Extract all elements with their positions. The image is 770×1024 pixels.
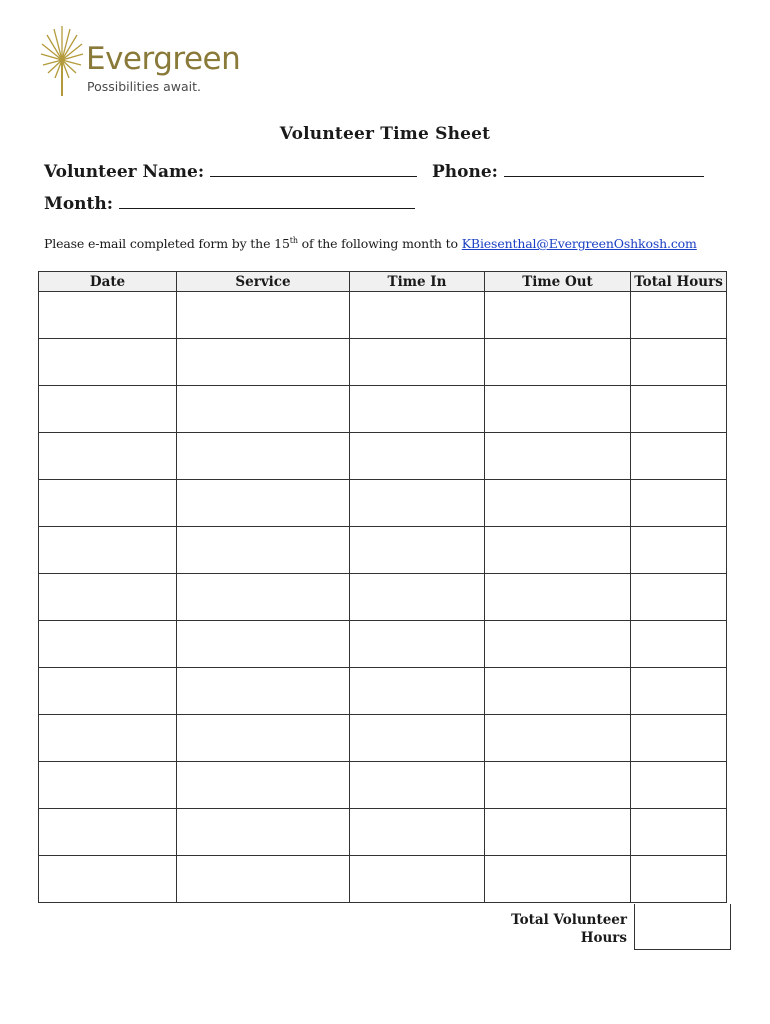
table-row (39, 339, 727, 386)
month-label: Month: (44, 194, 114, 214)
cell-service[interactable] (177, 856, 350, 903)
cell-date[interactable] (39, 574, 177, 621)
cell-time-out[interactable] (485, 668, 631, 715)
table-row (39, 574, 727, 621)
cell-time-in[interactable] (350, 527, 485, 574)
column-header-total-hours: Total Hours (631, 272, 727, 292)
cell-time-out[interactable] (485, 386, 631, 433)
cell-time-out[interactable] (485, 762, 631, 809)
cell-time-in[interactable] (350, 762, 485, 809)
brand-tagline: Possibilities await. (87, 79, 202, 94)
cell-time-in[interactable] (350, 339, 485, 386)
volunteer-name-label: Volunteer Name: (44, 162, 205, 182)
month-blank[interactable] (119, 194, 415, 209)
cell-total-hours[interactable] (631, 339, 727, 386)
cell-time-in[interactable] (350, 715, 485, 762)
cell-time-in[interactable] (350, 480, 485, 527)
cell-time-in[interactable] (350, 433, 485, 480)
cell-date[interactable] (39, 480, 177, 527)
phone-field[interactable] (432, 162, 704, 182)
cell-service[interactable] (177, 480, 350, 527)
cell-service[interactable] (177, 762, 350, 809)
note-ordinal-suffix: th (289, 235, 298, 245)
cell-time-in[interactable] (350, 292, 485, 339)
evergreen-logo (40, 24, 250, 100)
cell-date[interactable] (39, 386, 177, 433)
table-row (39, 527, 727, 574)
brand-name: Evergreen (86, 41, 241, 77)
cell-date[interactable] (39, 527, 177, 574)
column-header-service: Service (177, 272, 350, 292)
cell-total-hours[interactable] (631, 762, 727, 809)
cell-service[interactable] (177, 809, 350, 856)
time-sheet-table (38, 271, 727, 903)
cell-service[interactable] (177, 527, 350, 574)
cell-total-hours[interactable] (631, 292, 727, 339)
table-row (39, 386, 727, 433)
cell-date[interactable] (39, 339, 177, 386)
total-label-line1: Total Volunteer (511, 912, 627, 928)
column-header-time-out: Time Out (485, 272, 631, 292)
cell-service[interactable] (177, 621, 350, 668)
cell-time-out[interactable] (485, 480, 631, 527)
volunteer-name-blank[interactable] (210, 162, 417, 177)
cell-total-hours[interactable] (631, 574, 727, 621)
cell-time-out[interactable] (485, 715, 631, 762)
cell-time-out[interactable] (485, 809, 631, 856)
cell-date[interactable] (39, 715, 177, 762)
cell-time-out[interactable] (485, 527, 631, 574)
total-hours-cell[interactable] (634, 904, 731, 950)
note-text-end: of the following month to (297, 236, 462, 251)
cell-service[interactable] (177, 339, 350, 386)
cell-service[interactable] (177, 574, 350, 621)
table-row (39, 762, 727, 809)
cell-total-hours[interactable] (631, 809, 727, 856)
cell-total-hours[interactable] (631, 621, 727, 668)
table-row (39, 809, 727, 856)
cell-time-in[interactable] (350, 856, 485, 903)
cell-time-out[interactable] (485, 574, 631, 621)
month-field[interactable] (44, 194, 415, 214)
cell-total-hours[interactable] (631, 386, 727, 433)
cell-total-hours[interactable] (631, 480, 727, 527)
phone-label: Phone: (432, 162, 498, 182)
table-row (39, 433, 727, 480)
cell-date[interactable] (39, 292, 177, 339)
cell-time-in[interactable] (350, 809, 485, 856)
table-row (39, 480, 727, 527)
cell-total-hours[interactable] (631, 715, 727, 762)
cell-time-in[interactable] (350, 621, 485, 668)
total-volunteer-hours-label (490, 911, 627, 947)
cell-date[interactable] (39, 809, 177, 856)
cell-time-in[interactable] (350, 574, 485, 621)
cell-service[interactable] (177, 433, 350, 480)
table-header-row (39, 272, 727, 292)
cell-date[interactable] (39, 762, 177, 809)
cell-date[interactable] (39, 668, 177, 715)
email-link[interactable]: KBiesenthal@EvergreenOshkosh.com (461, 236, 697, 251)
cell-time-out[interactable] (485, 856, 631, 903)
column-header-time-in: Time In (350, 272, 485, 292)
cell-total-hours[interactable] (631, 433, 727, 480)
cell-total-hours[interactable] (631, 527, 727, 574)
cell-time-out[interactable] (485, 621, 631, 668)
cell-time-out[interactable] (485, 292, 631, 339)
cell-time-out[interactable] (485, 433, 631, 480)
phone-blank[interactable] (504, 162, 704, 177)
table-row (39, 292, 727, 339)
volunteer-name-field[interactable] (44, 162, 417, 182)
cell-date[interactable] (39, 856, 177, 903)
cell-service[interactable] (177, 715, 350, 762)
cell-service[interactable] (177, 292, 350, 339)
table-row (39, 856, 727, 903)
cell-date[interactable] (39, 621, 177, 668)
submission-instructions (44, 236, 697, 251)
cell-total-hours[interactable] (631, 856, 727, 903)
palm-sunburst-icon (40, 24, 86, 100)
page-title: Volunteer Time Sheet (279, 124, 491, 144)
note-text-start: Please e-mail completed form by the 15 (44, 236, 290, 251)
cell-date[interactable] (39, 433, 177, 480)
column-header-date: Date (39, 272, 177, 292)
total-label-line2: Hours (580, 930, 627, 946)
cell-time-out[interactable] (485, 339, 631, 386)
cell-total-hours[interactable] (631, 668, 727, 715)
cell-time-in[interactable] (350, 386, 485, 433)
table-row (39, 715, 727, 762)
cell-time-in[interactable] (350, 668, 485, 715)
table-row (39, 621, 727, 668)
cell-service[interactable] (177, 668, 350, 715)
table-row (39, 668, 727, 715)
cell-service[interactable] (177, 386, 350, 433)
